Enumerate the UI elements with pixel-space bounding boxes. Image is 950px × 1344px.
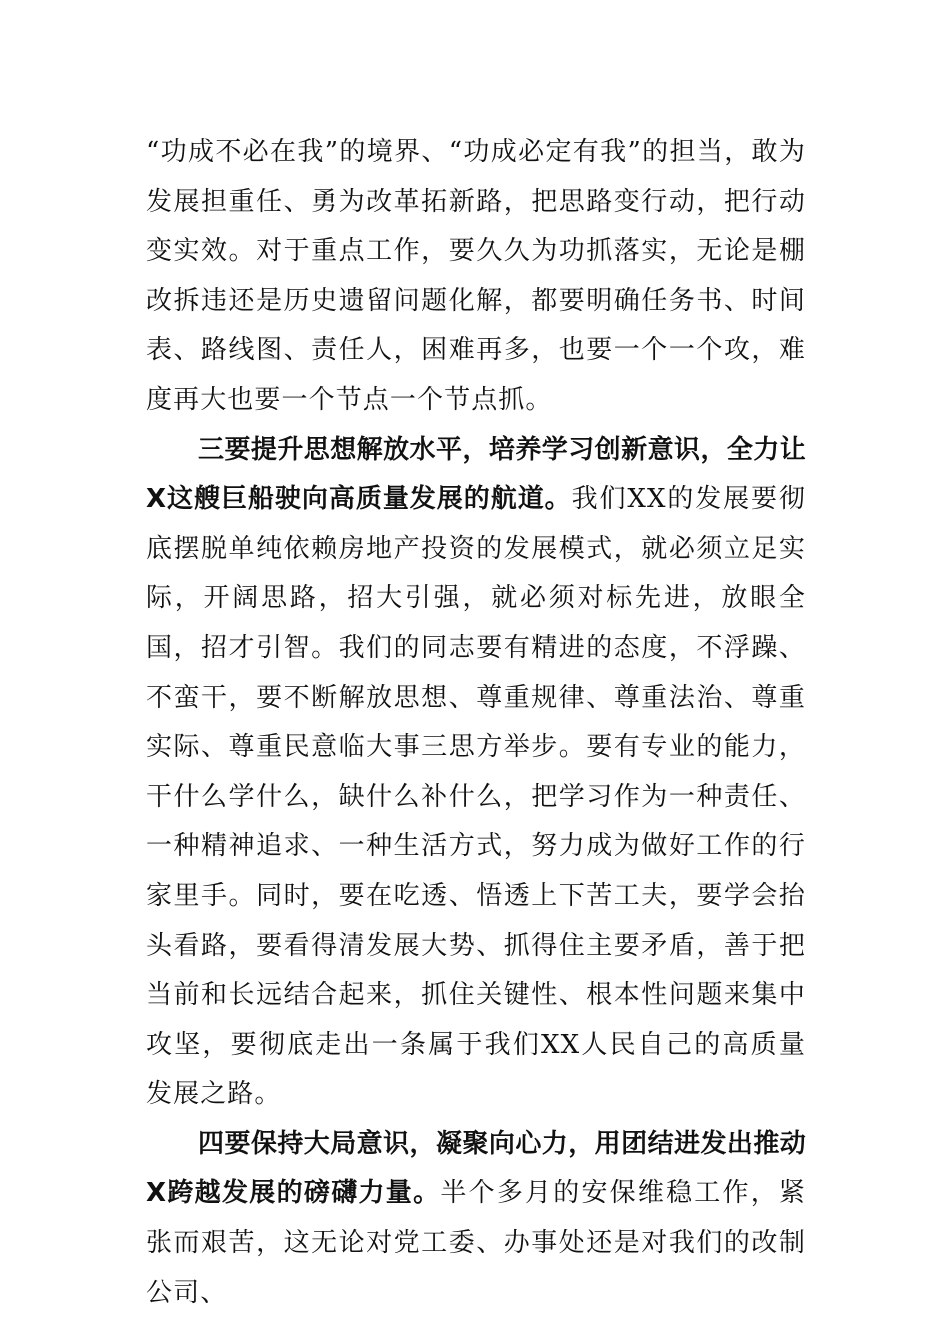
paragraph-point-four <box>146 1120 806 1318</box>
paragraph-2-heading: 三要提升思想解放水平，培养学习创新意识，全力让X这艘巨船驶向高质量发展的航道。 <box>146 434 806 515</box>
paragraph-point-three <box>146 426 806 1120</box>
paragraph-2-text: 我们XX的发展要彻底摆脱单纯依赖房地产投资的发展模式，就必须立足实际，开阔思路，招大引强，就必须对标先进，放眼全国，招才引智。我们的同志要有精进的态度，不浮躁、不蛮干，要不断解放思想、尊重规律、尊重法治、尊重实际、尊重民意临大事三思方举步。要有专业的能力，干什么学什么，缺什么补什么，把学习作为一种责任、一种精神追求、一种生活方式，努力成为做好工作的行家里手。同时，要在吃透、悟透上下苦工夫，要学会抬头看路，要看得清发展大势、抓得住主要矛盾，善于把当前和长远结合起来，抓住关键性、根本性问题来集中攻坚，要彻底走出一条属于我们XX人民自己的高质量发展之路。 <box>146 484 807 1110</box>
paragraph-continuation <box>146 128 806 426</box>
paragraph-3-heading: 四要保持大局意识，凝聚向心力，用团结进发出推动X跨越发展的磅礴力量。 <box>146 1128 806 1209</box>
paragraph-1-text: “功成不必在我”的境界、“功成必定有我”的担当，敢为发展担重任、勇为改革拓新路，把思路变行动，把行动变实效。对于重点工作，要久久为功抓落实，无论是棚改拆违还是历史遗留问题化解，都要明确任务书、时间表、路线图、责任人，困难再多，也要一个一个攻，难度再大也要一个节点一个节点抓。 <box>146 137 806 415</box>
paragraph-3-text: 半个多月的安保维稳工作，紧张而艰苦，这无论对党工委、办事处还是对我们的改制公司、 <box>146 1178 806 1308</box>
document-body <box>146 128 806 1318</box>
